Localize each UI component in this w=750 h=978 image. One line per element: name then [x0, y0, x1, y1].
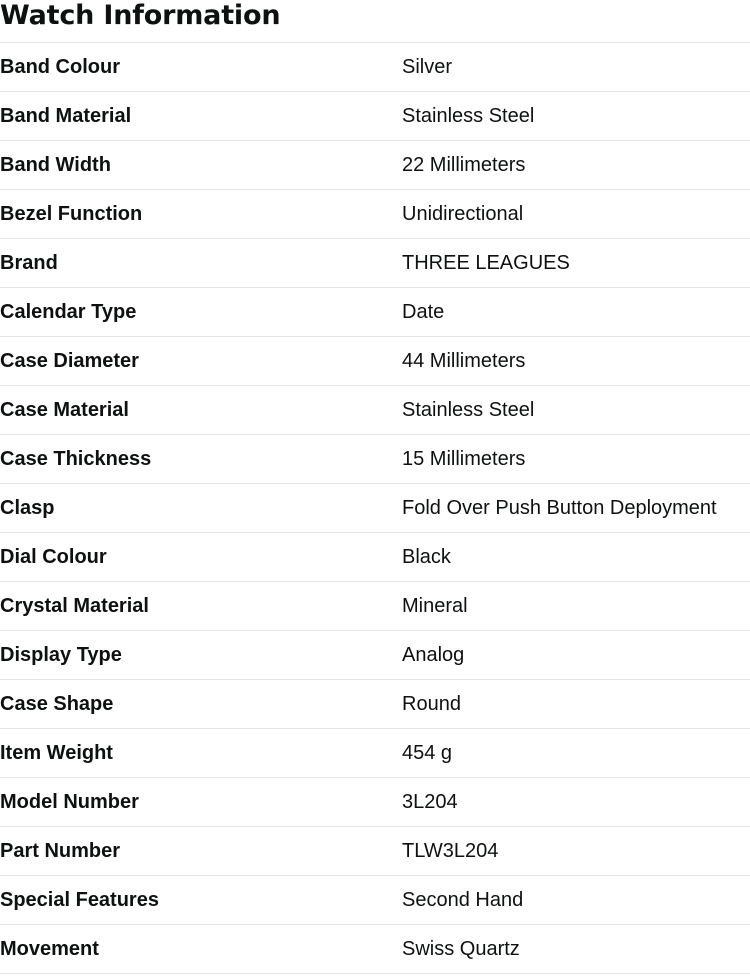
- table-row: [0, 484, 750, 533]
- row-value: 454 g: [402, 729, 750, 778]
- table-row: [0, 778, 750, 827]
- table-row: [0, 680, 750, 729]
- table-row: [0, 827, 750, 876]
- row-value: Analog: [402, 631, 750, 680]
- table-row: [0, 190, 750, 239]
- row-value: Silver: [402, 43, 750, 92]
- table-row: [0, 876, 750, 925]
- row-value: THREE LEAGUES: [402, 239, 750, 288]
- row-label: Movement: [0, 925, 402, 974]
- row-value: Stainless Steel: [402, 386, 750, 435]
- row-label: Model Number: [0, 778, 402, 827]
- table-row: [0, 729, 750, 778]
- table-row: [0, 386, 750, 435]
- row-label: Case Diameter: [0, 337, 402, 386]
- row-label: Band Material: [0, 92, 402, 141]
- table-row: [0, 631, 750, 680]
- row-label: Calendar Type: [0, 288, 402, 337]
- row-label: Clasp: [0, 484, 402, 533]
- row-value: Date: [402, 288, 750, 337]
- row-value: Unidirectional: [402, 190, 750, 239]
- row-label: Special Features: [0, 876, 402, 925]
- table-row: [0, 337, 750, 386]
- row-value: Mineral: [402, 582, 750, 631]
- row-label: Band Width: [0, 141, 402, 190]
- row-value: TLW3L204: [402, 827, 750, 876]
- row-label: Brand: [0, 239, 402, 288]
- section-title: Watch Information: [0, 0, 281, 31]
- row-label: Bezel Function: [0, 190, 402, 239]
- row-value: Black: [402, 533, 750, 582]
- row-label: Case Shape: [0, 680, 402, 729]
- row-value: 22 Millimeters: [402, 141, 750, 190]
- row-value: Stainless Steel: [402, 92, 750, 141]
- table-row: [0, 288, 750, 337]
- row-label: Item Weight: [0, 729, 402, 778]
- row-value: Fold Over Push Button Deployment: [402, 484, 750, 533]
- row-value: Round: [402, 680, 750, 729]
- spec-table: [0, 42, 750, 974]
- spec-table-body: [0, 43, 750, 974]
- table-row: [0, 239, 750, 288]
- table-row: [0, 533, 750, 582]
- row-label: Display Type: [0, 631, 402, 680]
- row-label: Case Thickness: [0, 435, 402, 484]
- row-label: Dial Colour: [0, 533, 402, 582]
- row-value: 3L204: [402, 778, 750, 827]
- table-row: [0, 435, 750, 484]
- row-label: Crystal Material: [0, 582, 402, 631]
- row-label: Band Colour: [0, 43, 402, 92]
- table-row: [0, 141, 750, 190]
- table-row: [0, 925, 750, 974]
- row-value: Second Hand: [402, 876, 750, 925]
- table-row: [0, 92, 750, 141]
- row-value: 44 Millimeters: [402, 337, 750, 386]
- row-label: Part Number: [0, 827, 402, 876]
- row-label: Case Material: [0, 386, 402, 435]
- table-row: [0, 43, 750, 92]
- row-value: Swiss Quartz: [402, 925, 750, 974]
- row-value: 15 Millimeters: [402, 435, 750, 484]
- table-row: [0, 582, 750, 631]
